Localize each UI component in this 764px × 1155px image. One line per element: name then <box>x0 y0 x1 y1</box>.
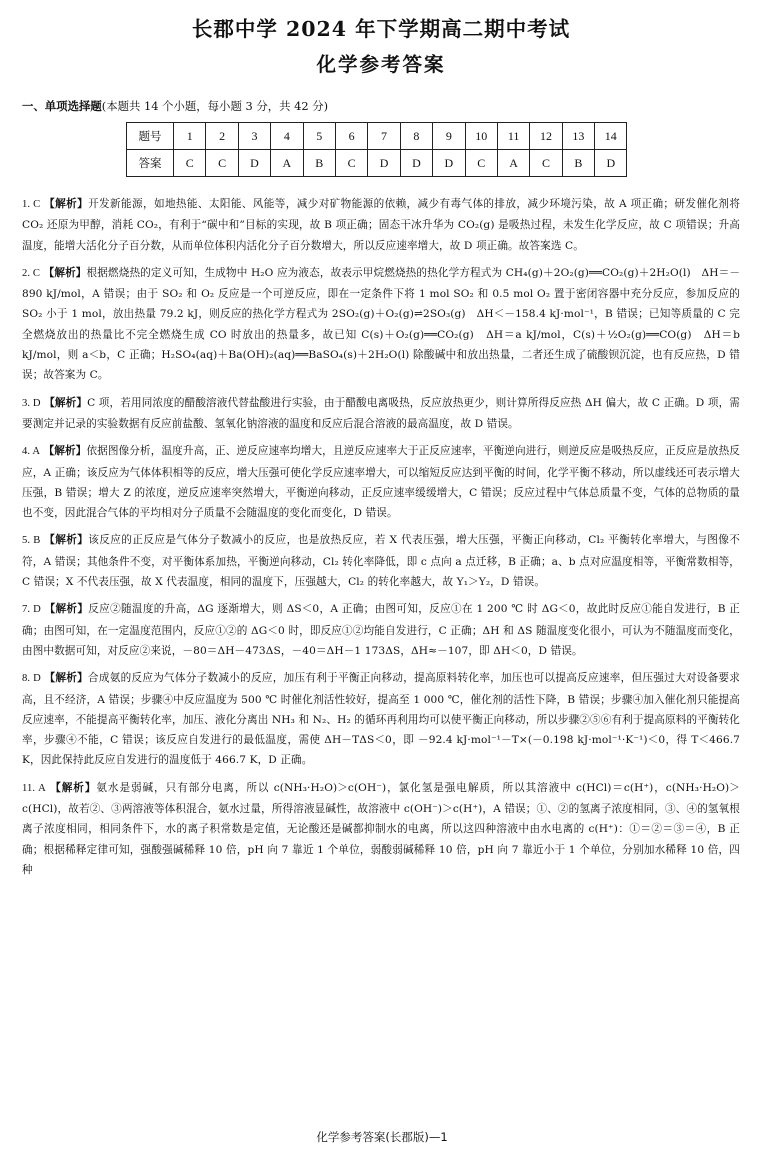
item-text: 根据燃烧热的定义可知，生成物中 H₂O 应为液态，故表示甲烷燃烧热的热化学方程式为 CH₄(g)＋2O₂(g)══CO₂(g)＋2H₂O(l) ΔH＝－890 kJ/mol，A 错误；由于 SO₂ 和 O₂ 反应是一个可逆反应，即在一定条件下将 1 mol SO₂ 和 0.5 mol O₂ 置于密闭容器中充分反应，参加反应的 SO₂ 小于 1 mol，放出热量 79.2 kJ，则反应的热化学方程式为 2SO₂(g)＋O₂(g)⇌2SO₃(g) ΔH＜－158.4 kJ·mol⁻¹，B 错误；已知等质量的 C 完全燃烧放出的热量比不完全燃烧生成 CO 时放出的热量多，故已知 C(s)＋O₂(g)══CO₂(g) ΔH＝a kJ/mol，C(s)＋½O₂(g)══CO(g) ΔH＝b kJ/mol，则 a＜b，C 正确；H₂SO₄(aq)＋Ba(OH)₂(aq)══BaSO₄(s)＋2H₂O(l) 除酸碱中和放出热量，二者还生成了硫酸钡沉淀，也有反应热，D 错误；故答案为 C。 <box>22 266 741 382</box>
answer-cell: D <box>433 150 465 177</box>
item-text: 依据图像分析，温度升高，正、逆反应速率均增大，且逆反应速率大于正反应速率，平衡逆向进行，则逆反应是吸热反应，正反应是放热反应，A 正确；该反应为气体体积相等的反应，增大压强可使化学反应速率增大，可以缩短反应达到平衡的时间，化学平衡不移动，所以虚线还可表示增大压强，B 错误；增大 Z 的浓度，逆反应速率突然增大，平衡逆向移动，正反应速率缓缓增大，C 错误；反应过程中气体总质量不变，气体的总物质的量也不变，因此混合气体的平均相对分子质量不会随温度的变化而变化，D 错误。 <box>22 445 741 520</box>
question-number: 7 <box>368 123 400 150</box>
answer-cell: C <box>335 150 367 177</box>
question-number: 3 <box>238 123 270 150</box>
analysis-tag: 【解析】 <box>44 198 89 210</box>
question-number: 12 <box>530 123 562 150</box>
explanation-item <box>22 668 740 770</box>
answer-cell: A <box>271 150 303 177</box>
answer-cell: B <box>303 150 335 177</box>
item-text: 反应②随温度的升高，ΔG 逐渐增大，则 ΔS＜0，A 正确；由图可知，反应①在 1 200 ℃ 时 ΔG＜0，故此时反应①能自发进行，B 正确；由图可知，在一定温度范围内，反应①②的 ΔG＜0 时，即反应①②均能自发进行，C 正确；ΔH 和 ΔS 随温度变化很小，可认为不随温度而变化，由图中数据可知，对反应②来说，－80＝ΔH－473ΔS，－40＝ΔH－1 173ΔS，ΔH≈－107，即 ΔH＜0，D 错误。 <box>22 603 740 657</box>
analysis-tag: 【解析】 <box>50 781 97 794</box>
answer-table-row-answers <box>127 150 627 177</box>
answer-cell: D <box>595 150 627 177</box>
item-number: 8. D <box>22 673 41 685</box>
section-note: (本题共 14 个小题，每小题 3 分，共 42 分) <box>101 99 329 113</box>
answer-cell: D <box>238 150 270 177</box>
analysis-tag: 【解析】 <box>44 672 88 685</box>
page-title: 长郡中学 2024 年下学期高二期中考试 <box>191 17 571 41</box>
answer-cell: C <box>530 150 562 177</box>
answer-table <box>126 122 627 177</box>
question-number: 10 <box>465 123 497 150</box>
item-number: 5. B <box>22 535 41 547</box>
answer-cell: A <box>497 150 529 177</box>
explanation-item <box>22 530 740 592</box>
page-subtitle: 化学参考答案 <box>316 53 446 76</box>
question-number: 6 <box>335 123 367 150</box>
analysis-tag: 【解析】 <box>43 445 87 458</box>
explanation-item <box>22 393 740 435</box>
analysis-tag: 【解析】 <box>44 396 88 409</box>
item-number: 1. C <box>22 199 41 210</box>
question-number: 9 <box>433 123 465 150</box>
item-number: 4. A <box>22 446 41 458</box>
question-number: 5 <box>303 123 335 150</box>
answer-table-row-numbers <box>127 123 627 150</box>
analysis-tag: 【解析】 <box>43 266 87 279</box>
answer-cell: B <box>562 150 594 177</box>
question-number: 8 <box>400 123 432 150</box>
page-footer: 化学参考答案(长郡版)—1 <box>316 1130 448 1144</box>
answer-cell: C <box>174 150 206 177</box>
question-number: 4 <box>271 123 303 150</box>
item-text: 氨水是弱碱，只有部分电离，所以 c(NH₃·H₂O)＞c(OH⁻)，氯化氢是强电解质，所以其溶液中 c(HCl)＝c(H⁺)，c(NH₃·H₂O)＞c(HCl)，故若②、③两溶液等体积混合，氨水过量，所得溶液显碱性，故溶液中 c(OH⁻)＞c(H⁺)，A 错误；①、②的氢离子浓度相同，③、④的氢氧根离子浓度相同，相同条件下，水的离子积常数是定值，无论酸还是碱都抑制水的电离，所以这四种溶液中由水电离的 c(H⁺)：①＝②＝③＝④，B 正确；根据稀释定律可知，强酸强碱稀释 10 倍，pH 向 7 靠近 1 个单位，弱酸弱碱稀释 10 倍，pH 向 7 靠近小于 1 个单位，分别加水稀释 10 倍，四种 <box>22 781 740 876</box>
item-number: 2. C <box>22 267 41 279</box>
item-text: 开发新能源，如地热能、太阳能、风能等，减少对矿物能源的依赖，减少有毒气体的排放，减少环境污染，故 A 项正确；研发催化剂将 CO₂ 还原为甲醇，消耗 CO₂，有利于“碳中和”目标的实现，故 B 项正确；固态干冰升华为 CO₂(g) 是吸热过程，未发生化学反应，故 C 项错误；升高温度，能增大活化分子百分数，从而单位体积内活化分子百分数增大，所以反应速率增大，故 D 项正确。故答案选 C。 <box>22 198 741 252</box>
item-text: 合成氨的反应为气体分子数减小的反应，加压有利于平衡正向移动，提高原料转化率，加压也可以提高反应速率，但压强过大对设备要求高，且不经济，A 错误；步骤④中反应温度为 500 ℃ 时催化剂活性较好，提高至 1 000 ℃，催化剂的活性下降，B 错误；步骤④加入催化剂只能提高反应速率，不能提高平衡转化率，加压、液化分离出 NH₃ 和 N₂、H₂ 的循环再利用均可以使平衡正向移动，所以步骤②⑤⑥有利于提高原料的平衡转化率，步骤④不能，C 错误；该反应自发进行的最低温度，需使 ΔH－TΔS＜0，即 －92.4 kJ·mol⁻¹－T×(－0.198 kJ·mol⁻¹·K⁻¹)＜0，得 T＜466.7 K，因此保持此反应自发进行的温度低于 466.7 K，D 正确。 <box>22 672 740 767</box>
explanation-item <box>22 599 740 661</box>
item-text: C 项，若用同浓度的醋酸溶液代替盐酸进行实验，由于醋酸电离吸热，反应放热更少，则计算所得反应热 ΔH 偏大，故 C 正确。D 项，需要测定并记录的实验数据有反应前盐酸、氢氧化钠溶液的温度和反应后混合溶液的最高温度，故 D 错误。 <box>22 396 740 430</box>
answer-cell: D <box>400 150 432 177</box>
answer-cell: D <box>368 150 400 177</box>
explanation-item <box>22 778 740 880</box>
item-text: 该反应的正反应是气体分子数减小的反应，也是放热反应，若 X 代表压强，增大压强，平衡正向移动，Cl₂ 平衡转化率增大，与图像不符，A 错误；其他条件不变，对平衡体系加热，平衡逆向移动，Cl₂ 转化率降低，即 c 点向 a 点迁移，B 正确；a、b 点对应温度相等，平衡常数相等，C 错误；X 不代表压强，故 X 代表温度，相同的温度下，压强越大，Cl₂ 的转化率越大，故 Y₁＞Y₂，D 错误。 <box>22 534 740 589</box>
question-number: 14 <box>595 123 627 150</box>
analysis-tag: 【解析】 <box>44 603 89 616</box>
item-number: 7. D <box>22 604 41 616</box>
question-number: 2 <box>206 123 238 150</box>
row-head-answer: 答案 <box>127 150 174 177</box>
analysis-tag: 【解析】 <box>44 534 89 547</box>
row-head-question: 题号 <box>127 123 174 150</box>
item-number: 3. D <box>22 397 41 409</box>
section-heading <box>22 96 740 116</box>
item-number: 11. A <box>22 782 46 794</box>
explanation-item <box>22 263 740 386</box>
question-number: 11 <box>497 123 529 150</box>
question-number: 1 <box>174 123 206 150</box>
answer-cell: C <box>465 150 497 177</box>
explanation-list <box>22 194 740 880</box>
answer-cell: C <box>206 150 238 177</box>
section-label: 一、单项选择题 <box>22 99 102 113</box>
question-number: 13 <box>562 123 594 150</box>
explanation-item <box>22 441 740 523</box>
explanation-item <box>22 194 740 256</box>
